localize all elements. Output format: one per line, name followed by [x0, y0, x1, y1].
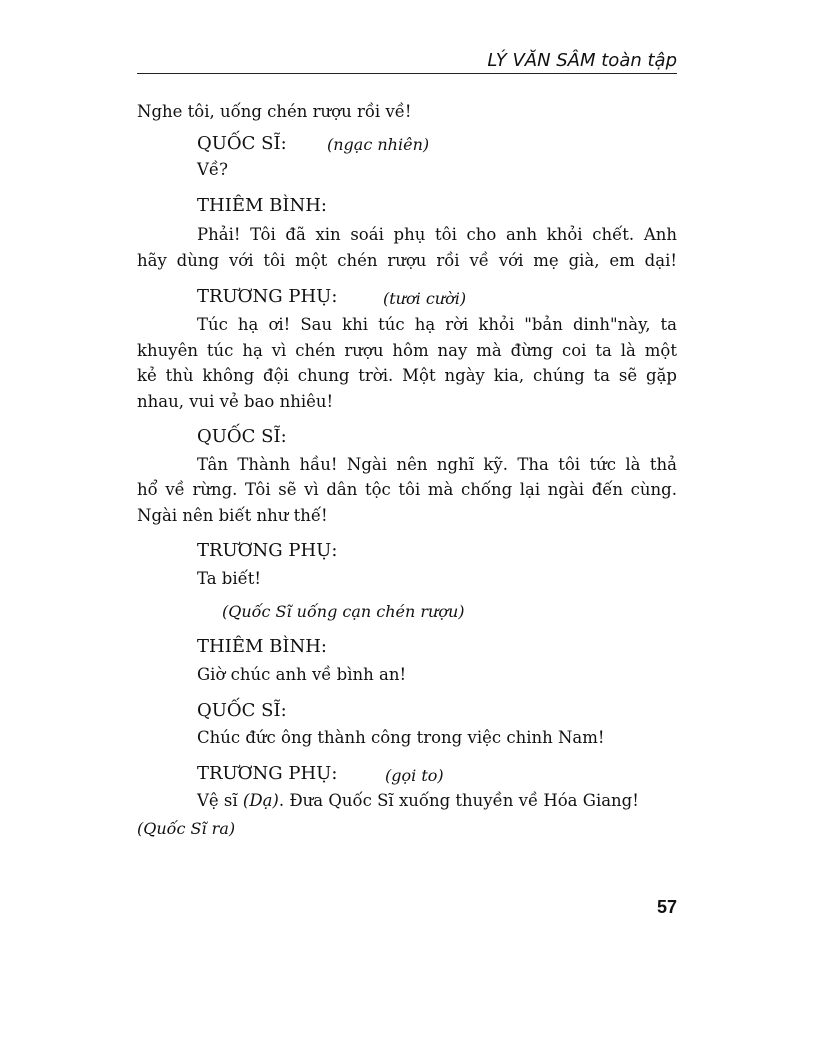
dialogue-line: nhau, vui vẻ bao nhiêu! [137, 392, 334, 411]
speaker-name: QUỐC SĨ: [197, 700, 287, 721]
speaker-name: QUỐC SĨ: [197, 133, 287, 154]
dialogue-line: Ngài nên biết như thế! [137, 506, 328, 525]
stage-direction: (ngạc nhiên) [327, 135, 430, 154]
stage-direction: (Quốc Sĩ ra) [137, 819, 236, 838]
speaker-name: TRƯƠNG PHỤ: [197, 286, 338, 307]
speaker-name: TRƯƠNG PHỤ: [197, 763, 338, 784]
running-header: LÝ VĂN SÂM toàn tập [487, 50, 677, 71]
header-rule [137, 73, 677, 74]
speaker-name: THIÊM BÌNH: [197, 636, 327, 657]
dialogue-text: Vệ sĩ [197, 791, 243, 810]
stage-direction: (tươi cười) [383, 289, 467, 308]
dialogue-line: Về? [197, 160, 228, 179]
page-number: 57 [656, 897, 677, 917]
dialogue-line: Giờ chúc anh về bình an! [197, 665, 407, 684]
dialogue-line: hãy dùng với tôi một chén rượu rồi về với mẹ già, em dại! [137, 251, 677, 270]
speaker-name: QUỐC SĨ: [197, 426, 287, 447]
stage-direction: (gọi to) [385, 766, 444, 785]
dialogue-line: Ta biết! [197, 569, 262, 588]
stage-direction: (Quốc Sĩ uống cạn chén rượu) [222, 602, 465, 621]
dialogue-line [197, 791, 639, 811]
dialogue-text: . Đưa Quốc Sĩ xuống thuyền về Hóa Giang! [278, 791, 639, 810]
dialogue-line: Chúc đức ông thành công trong việc chinh Nam! [197, 728, 605, 747]
dialogue-line: Phải! Tôi đã xin soái phụ tôi cho anh khỏi chết. Anh [197, 225, 677, 244]
dialogue-line: Túc hạ ơi! Sau khi túc hạ rời khỏi "bản dinh"này, ta [197, 315, 677, 334]
dialogue-line: hổ về rừng. Tôi sẽ vì dân tộc tôi mà chống lại ngài đến cùng. [137, 480, 677, 499]
speaker-name: THIÊM BÌNH: [197, 195, 327, 216]
inline-direction: (Dạ) [242, 791, 279, 810]
dialogue-line: Nghe tôi, uống chén rượu rồi về! [137, 102, 412, 121]
dialogue-line: khuyên túc hạ vì chén rượu hôm nay mà đừng coi ta là một [137, 341, 677, 360]
dialogue-line: kẻ thù không đội chung trời. Một ngày kia, chúng ta sẽ gặp [137, 366, 677, 385]
speaker-name: TRƯƠNG PHỤ: [197, 540, 338, 561]
dialogue-line: Tân Thành hầu! Ngài nên nghĩ kỹ. Tha tôi tức là thả [197, 455, 677, 474]
